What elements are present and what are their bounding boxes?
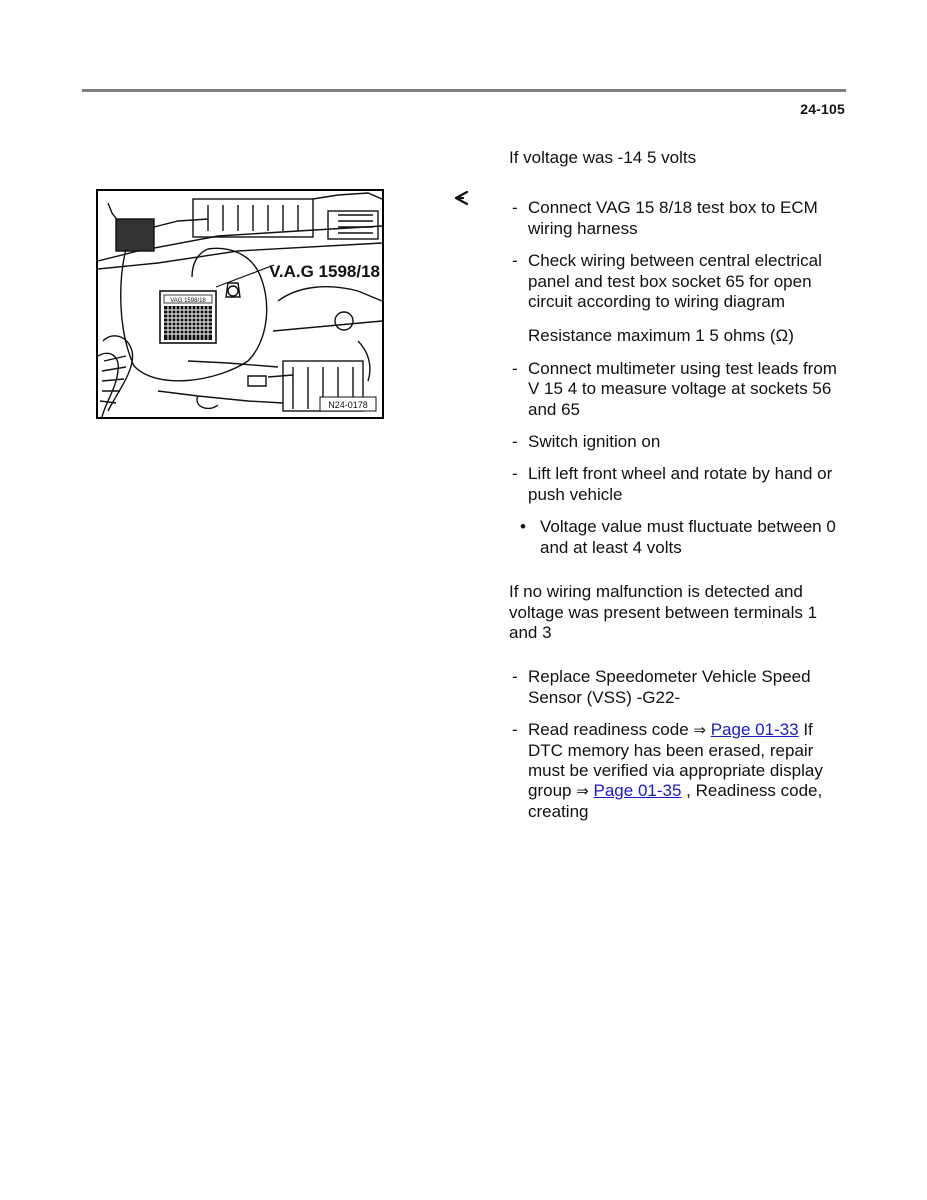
condition-no-malfunction: If no wiring malfunction is detected and voltage was present between terminals 1 and 3 [509, 582, 818, 642]
link-page-01-33[interactable]: Page 01-33 [710, 720, 799, 740]
engine-illustration [96, 189, 384, 419]
test-box-label: VAG 1598/18 [170, 298, 206, 304]
step-replace-sensor: - Replace Speedometer Vehicle Speed Sensor (VSS) -G22- [512, 667, 811, 707]
step-rotate-wheel: - Lift left front wheel and rotate by hand or push vehicle [512, 464, 833, 504]
resistance-spec: Resistance maximum 1 5 ohms (Ω) [528, 326, 794, 346]
page-number: 24-105 [800, 101, 845, 117]
link-page-01-35[interactable]: Page 01-35 [593, 781, 682, 801]
step-ignition-on: - Switch ignition on [512, 432, 661, 452]
arrow-icon: ⇒ [576, 782, 589, 801]
tool-label: V.A.G 1598/18 [269, 262, 380, 281]
step-connect-multimeter: - Connect multimeter using test leads from V 15 4 to measure voltage at sockets 56 and 65 [512, 358, 837, 419]
header-rule [82, 89, 846, 92]
step-connect-test-box: - Connect VAG 15 8/18 test box to ECM wiring harness [512, 198, 818, 238]
figure-ref: N24-0178 [328, 400, 368, 410]
voltage-check-bullet: • Voltage value must fluctuate between 0 and at least 4 volts [520, 517, 836, 557]
step-check-wiring: - Check wiring between central electrical panel and test box socket 65 for open circuit according to wiring diagram [512, 251, 822, 312]
arrow-icon: ⇒ [693, 721, 706, 740]
condition-voltage: If voltage was -14 5 volts [509, 148, 697, 167]
pointer-arrow-icon [452, 188, 472, 208]
step-readiness-code: - Read readiness code ⇒ Page 01-33 If DTC memory has been erased, repair must be verified via appropriate display group ⇒ Page 01-35 , Readiness code, creating [512, 720, 823, 821]
procedure-text [509, 148, 839, 822]
